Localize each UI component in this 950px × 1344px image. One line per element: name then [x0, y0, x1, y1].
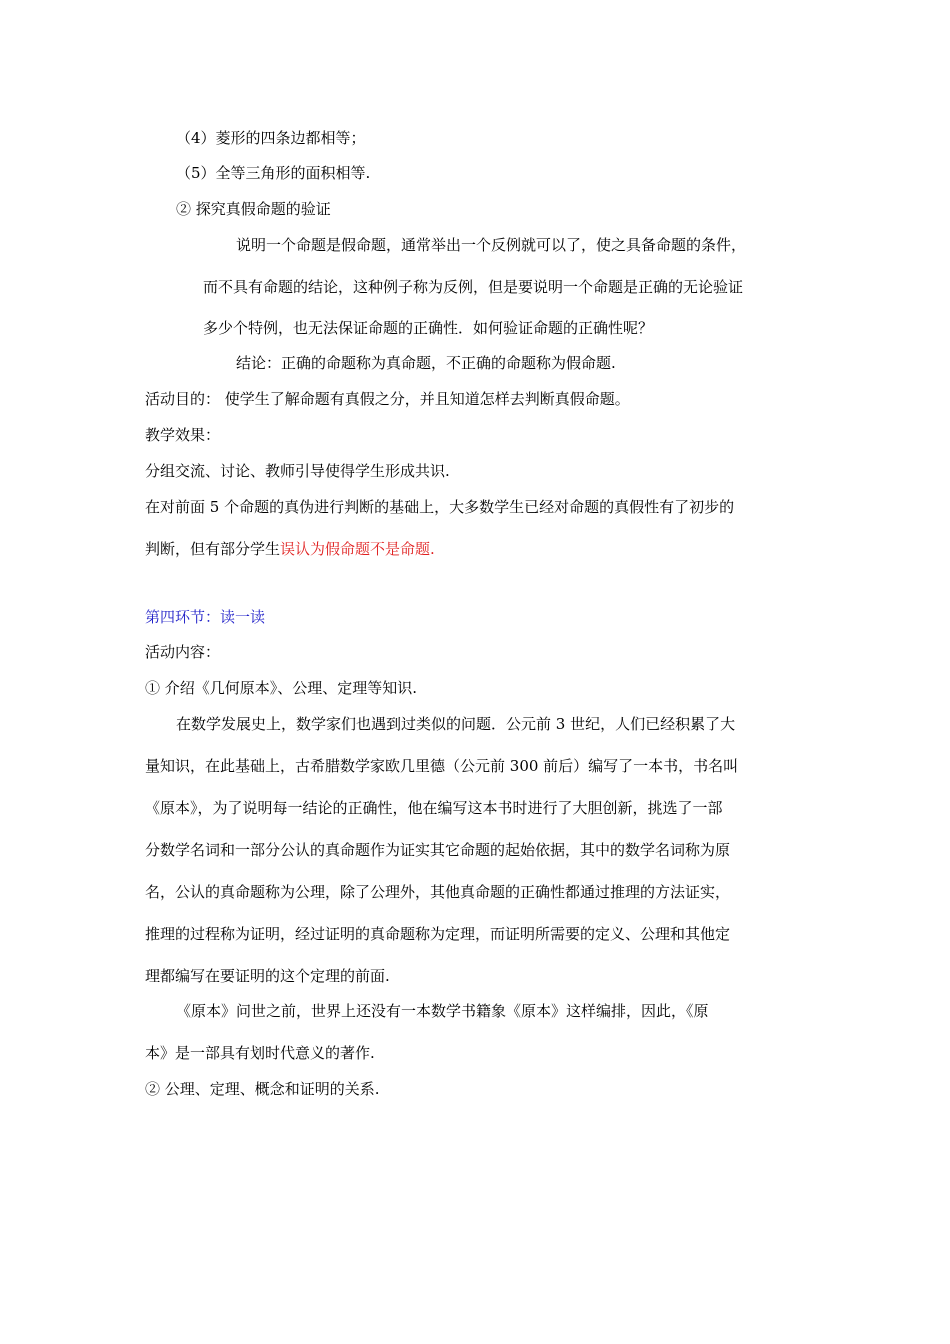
paragraph-line: 而不具有命题的结论，这种例子称为反例，但是要说明一个命题是正确的无论验证: [203, 278, 744, 296]
paragraph-line: 在数学发展史上，数学家们也遇到过类似的问题．公元前 3 世纪，人们已经积累了大: [176, 715, 736, 733]
highlighted-misconception: 误认为假命题不是命题.: [280, 540, 435, 558]
paragraph-line: 名，公认的真命题称为公理，除了公理外，其他真命题的正确性都通过推理的方法证实，: [145, 883, 731, 901]
paragraph-line: 《原本》，为了说明每一结论的正确性，他在编写这本书时进行了大胆创新，挑选了一部: [145, 799, 723, 817]
paragraph-line: 理都编写在要证明的这个定理的前面.: [145, 967, 390, 985]
effect-text: 分组交流、讨论、教师引导使得学生形成共识.: [145, 462, 450, 480]
paragraph-line: 《原本》问世之前，世界上还没有一本数学书籍象《原本》这样编排，因此，《原: [176, 1002, 709, 1020]
content-label: 活动内容：: [145, 643, 221, 661]
paragraph-line: 多少个特例，也无法保证命题的正确性．如何验证命题的正确性呢？: [203, 319, 654, 337]
effect-label: 教学效果：: [145, 426, 221, 444]
paragraph-line: 分数学名词和一部分公认的真命题作为证实其它命题的起始依据，其中的数学名词称为原: [145, 841, 731, 859]
effect-text: [145, 539, 435, 559]
conclusion-text: 结论：正确的命题称为真命题，不正确的命题称为假命题.: [236, 354, 616, 372]
paragraph-line: 本》是一部具有划时代意义的著作.: [145, 1044, 375, 1062]
list-item-1: ① 介绍《几何原本》、公理、定理等知识.: [145, 679, 418, 697]
effect-text-black: 判断，但有部分学生: [145, 540, 281, 558]
paragraph-line: 量知识，在此基础上，古希腊数学家欧几里德（公元前 300 前后）编写了一本书，书名叫: [145, 757, 739, 775]
subheading-verification: ② 探究真假命题的验证: [176, 200, 331, 218]
list-item-4: （4）菱形的四条边都相等；: [176, 129, 366, 147]
paragraph-line: 说明一个命题是假命题，通常举出一个反例就可以了，使之具备命题的条件，: [236, 236, 747, 254]
section-title: 第四环节：读一读: [145, 608, 266, 626]
paragraph-line: 推理的过程称为证明，经过证明的真命题称为定理，而证明所需要的定义、公理和其他定: [145, 925, 731, 943]
effect-text: 在对前面 5 个命题的真伪进行判断的基础上，大多数学生已经对命题的真假性有了初步的: [145, 498, 735, 516]
activity-purpose: 活动目的： 使学生了解命题有真假之分，并且知道怎样去判断真假命题。: [145, 390, 630, 408]
list-item-2: ② 公理、定理、概念和证明的关系.: [145, 1080, 380, 1098]
list-item-5: （5）全等三角形的面积相等.: [176, 164, 371, 182]
